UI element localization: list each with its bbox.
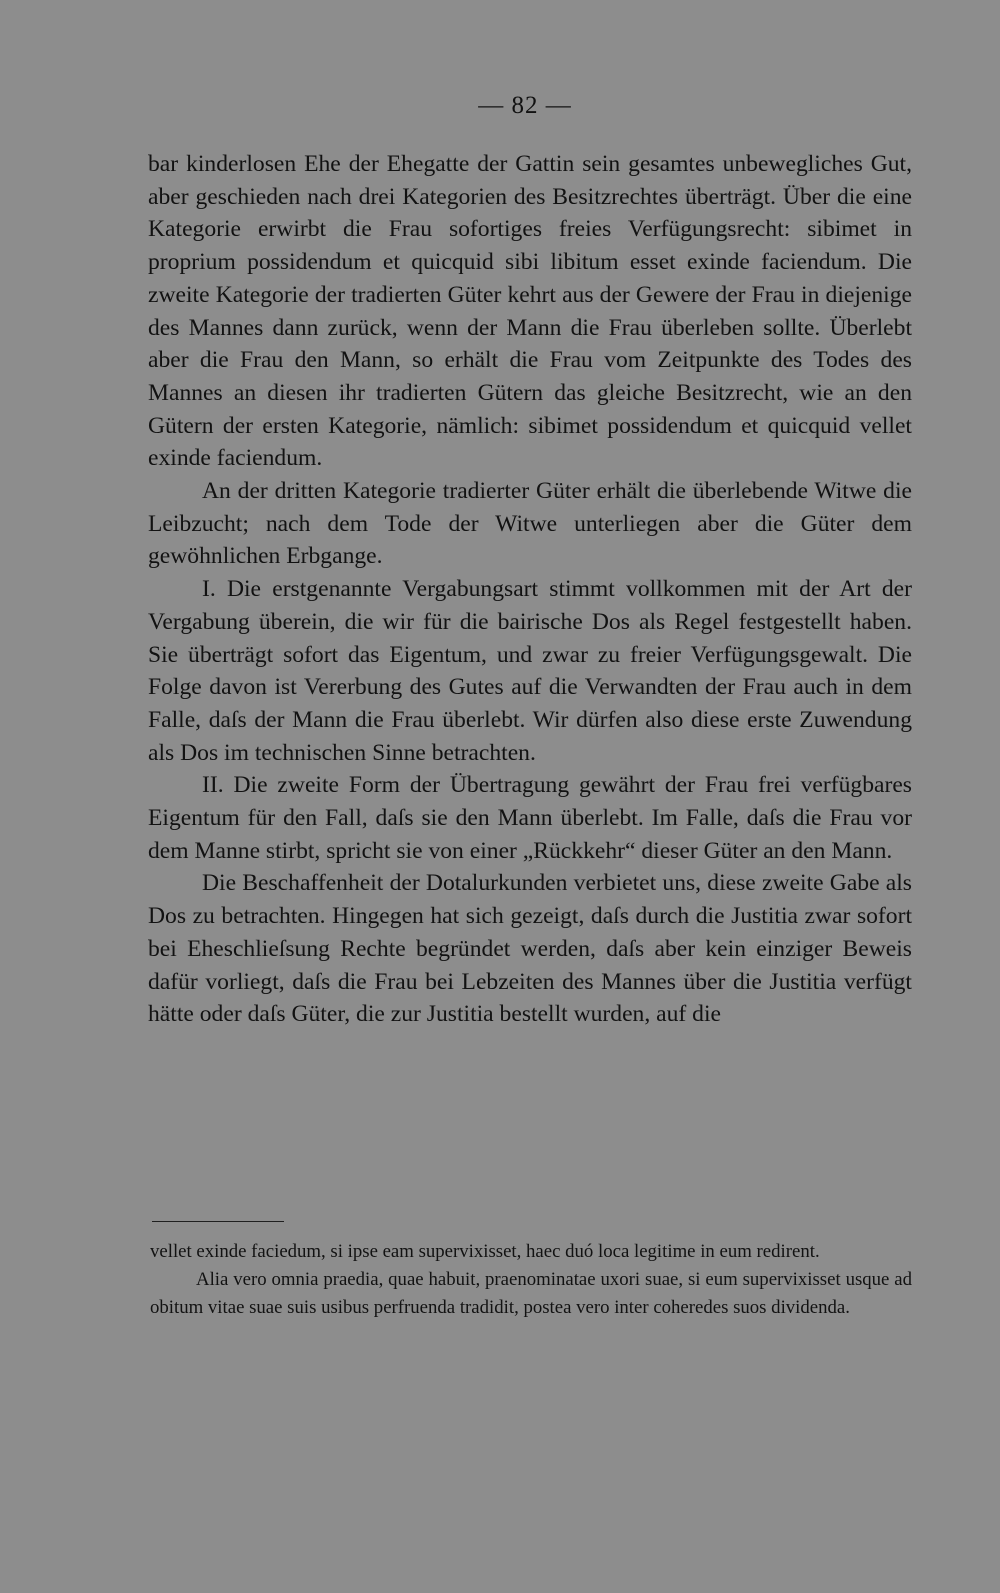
footnote-divider [152, 1221, 284, 1222]
page-number-header: — 82 — [478, 92, 572, 119]
paragraph-dotal-documents: Die Beschaffenheit der Dotalurkunden verbietet uns, diese zweite Gabe als Dos zu betrachten. Hingegen hat sich gezeigt, daſs durch die Justitia zwar sofort bei Eheschlieſsung Rechte begründet werden, daſs aber kein einziger Beweis dafür vorliegt, daſs die Frau bei Lebzeiten des Mannes über die Justitia verfügt hätte oder daſs Güter, die zur Justitia bestellt wurden, auf die [148, 870, 912, 1028]
main-text [148, 148, 912, 1031]
paragraph-third-category: An der dritten Kategorie tradierter Güter erhält die überlebende Witwe die Leibzucht; nach dem Tode der Witwe unterliegen aber die Güter dem gewöhnlichen Erbgange. [148, 478, 912, 570]
footnotes [150, 1238, 912, 1322]
footnote-continuation: vellet exinde faciedum, si ipse eam supervixisset, haec duó loca legitime in eum redirent. [150, 1241, 820, 1262]
footnote-alia-vero: Alia vero omnia praedia, quae habuit, praenominatae uxori suae, si eum supervixisset usque ad obitum vitae suae suis usibus perfruenda tradidit, postea vero inter coheredes suos dividenda. [150, 1269, 912, 1318]
paragraph-continuation: bar kinderlosen Ehe der Ehegatte der Gattin sein gesamtes unbewegliches Gut, aber geschieden nach drei Kategorien des Besitzrechtes überträgt. Über die eine Kategorie erwirbt die Frau sofortiges freies Verfügungsrecht: sibimet in proprium possidendum et quicquid sibi libitum esset exinde faciendum. Die zweite Kategorie der tradierten Güter kehrt aus der Gewere der Frau in diejenige des Mannes dann zurück, wenn der Mann die Frau überleben sollte. Überlebt aber die Frau den Mann, so erhält die Frau vom Zeitpunkte des Todes des Mannes an diesen ihr tradierten Gütern das gleiche Besitzrecht, wie an den Gütern der ersten Kategorie, nämlich: sibimet possidendum et quicquid vellet exinde faciendum. [148, 151, 912, 472]
paragraph-section-one: I. Die erstgenannte Vergabungsart stimmt vollkommen mit der Art der Vergabung überein, die wir für die bairische Dos als Regel festgestellt haben. Sie überträgt sofort das Eigentum, und zwar zu freier Verfügungsgewalt. Die Folge davon ist Vererbung des Gutes auf die Verwandten der Frau auch in dem Falle, daſs der Mann die Frau überlebt. Wir dürfen also diese erste Zuwendung als Dos im technischen Sinne betrachten. [148, 576, 912, 766]
paragraph-section-two: II. Die zweite Form der Übertragung gewährt der Frau frei verfügbares Eigentum für den Fall, daſs sie den Mann überlebt. Im Falle, daſs die Frau vor dem Manne stirbt, spricht sie von einer „Rückkehr“ dieser Güter an den Mann. [148, 772, 912, 864]
